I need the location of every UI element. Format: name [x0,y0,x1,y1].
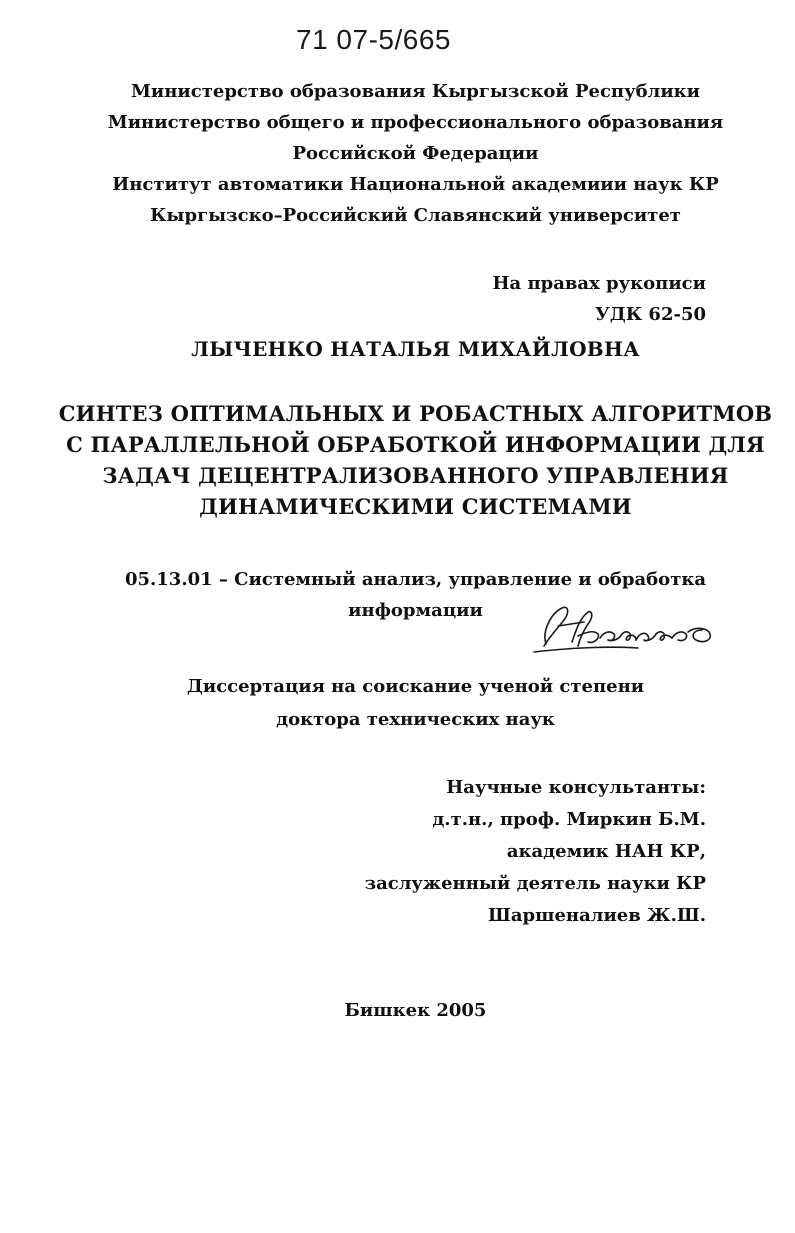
scientific-consultants [365,772,706,932]
title-line: ЗАДАЧ ДЕЦЕНТРАЛИЗОВАННОГО УПРАВЛЕНИЯ [102,463,729,488]
consultant-line: заслуженный деятель науки КР [364,873,706,894]
consultant-line: Шаршеналиев Ж.Ш. [488,905,706,926]
udc-code: УДК 62-50 [595,304,706,325]
degree-line: Диссертация на соискание ученой степени [186,676,645,697]
title-line: ДИНАМИЧЕСКИМИ СИСТЕМАМИ [199,494,632,519]
degree-statement [0,670,795,736]
dissertation-title [0,398,795,522]
degree-line: доктора технических наук [276,709,555,730]
institution-line: Министерство общего и профессионального образования [107,112,724,133]
institution-line: Институт автоматики Национальной академиии наук КР [112,174,719,195]
institution-line: Министерство образования Кыргызской Республики [130,81,701,102]
specialty-line: 05.13.01 – Системный анализ, управление и обработка [124,569,707,590]
archive-stamp-number: 71 07-5/665 [296,24,451,55]
title-line: С ПАРАЛЛЕЛЬНОЙ ОБРАБОТКОЙ ИНФОРМАЦИИ ДЛЯ [66,432,765,457]
institution-line: Кыргызско–Российский Славянский университет [150,205,681,226]
city-year: Бишкек 2005 [344,1000,487,1021]
manuscript-notice: На правах рукописи [492,273,706,294]
handwritten-signature [528,592,733,662]
consultants-heading: Научные консультанты: [446,777,706,798]
title-line: СИНТЕЗ ОПТИМАЛЬНЫХ И РОБАСТНЫХ АЛГОРИТМОВ [58,401,773,426]
consultant-line: д.т.н., проф. Миркин Б.М. [432,809,706,830]
manuscript-rights-block [493,268,706,330]
author-name: ЛЫЧЕНКО НАТАЛЬЯ МИХАЙЛОВНА [191,337,640,361]
specialty-line: информации [348,600,483,621]
institution-line: Российской Федерации [292,143,539,164]
consultant-line: академик НАН КР, [506,841,706,862]
institutions-header [0,76,795,231]
